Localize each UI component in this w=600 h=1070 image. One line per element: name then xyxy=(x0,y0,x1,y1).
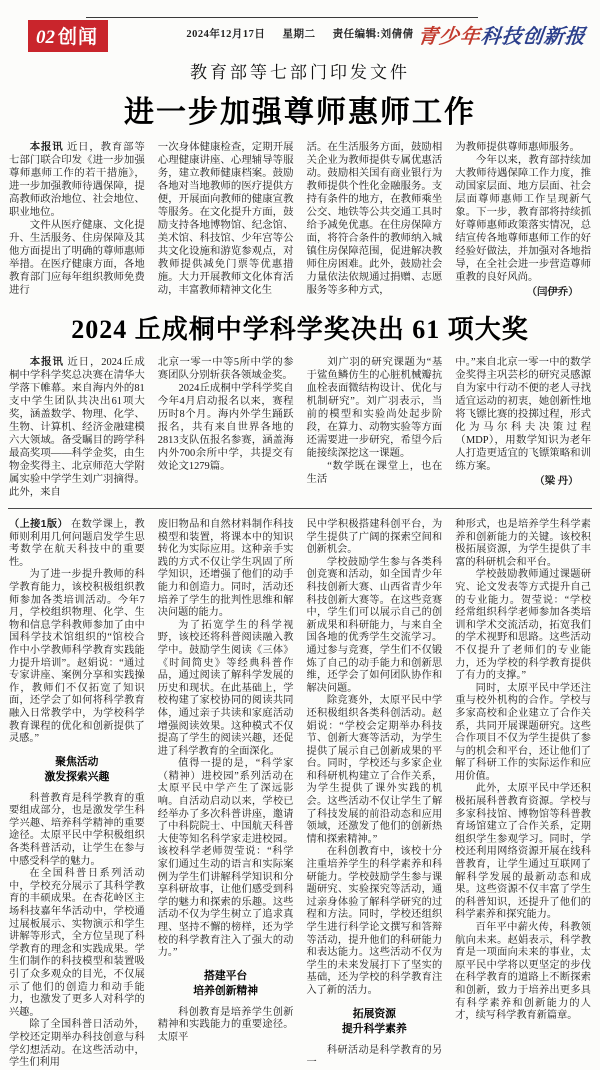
byline: （梁 丹） xyxy=(534,476,579,487)
paragraph: 民中学积极搭建科创平台，为学生提供了广阔的探索空间和创新机会。 xyxy=(306,519,443,556)
paragraph: 为了进一步提升教师的科学教育能力，该校积极组织教师参加各类培训活动。今年7月，学校组织物理、化学、生物和信息学科教师参加了由中国科学技术馆组织的“馆校合作中小学教师科学教育实践能力提升培训”。赵娟说：“通过专家讲座、案例分享和实践操作，教师们不仅拓宽了知识面，还学会了如何将科学教育融入日常教学中，为学校科学教育课程的优化和创新提供了灵感。” xyxy=(9,569,145,745)
text-column xyxy=(455,141,591,299)
article-title: 2024 丘成桐中学科学奖决出 61 项大奖 xyxy=(71,315,529,344)
column-subheading: 拓展资源 提升科学素养 xyxy=(341,1007,407,1035)
text-column xyxy=(158,356,294,473)
paragraph: 为教师提供尊师惠师服务。 xyxy=(455,142,580,153)
text-column xyxy=(9,356,145,499)
article-kicker: 教育部等七部门印发文件 xyxy=(190,63,410,82)
paragraph: 百年平中薪火传，科教领航向未来。赵娟表示，科学教育是一项面向未来的事业，太原平民中学将以更坚定的步伐在科学教育的道路上不断探索和创新，致力于培养出更多具有科学素养和创新能力的人才，续写科学教育新篇章。 xyxy=(455,922,591,1022)
paragraph: 文件从医疗健康、文化提升、生活服务、住房保障及其他方面提出了明确的尊师惠师举措。在医疗健康方面，各地教育部门应每年组织教师免费进行 xyxy=(9,220,145,296)
date-text: 2024年12月17日 xyxy=(186,29,266,40)
paragraph: 同时，太原平民中学还注重与校外机构的合作。学校与多家高校和企业建立了合作关系，共同开展课题研究。这些合作项目不仅为学生提供了参与的机会和平台，还让他们了解了科研工作的实际运作和应用价值。 xyxy=(455,682,591,782)
weekday-text: 星期二 xyxy=(282,29,316,40)
paragraph: 科普教育是科学教育的重要组成部分，也是激发学生科学兴趣、培养科学精神的重要途径。太原平民中学积极组织各类科普活动，让学生在参与中感受科学的魅力。 xyxy=(9,792,145,867)
paragraph: 本报讯 近日，教育部等七部门联合印发《进一步加强尊师惠师工作的若干措施》，进一步加强教师待遇保障，提高教师政治地位、社会地位、职业地位。 xyxy=(9,142,145,218)
text-column xyxy=(307,141,443,297)
header-rule xyxy=(86,17,478,18)
paragraph: 为了拓宽学生的科学视野，该校还将科普阅读融入教学中。鼓励学生阅读《三体》《时间简史》等经典科普作品，通过阅读了解科学发展的历史和现状。在此基础上，学校构建了家校协同的阅读共同体，通过亲子共读和家庭活动增强阅读效果。这种模式不仅提高了学生的阅读兴趣，还促进了科学教育的全面深化。 xyxy=(157,619,294,757)
text-column xyxy=(455,519,591,1023)
text-column xyxy=(158,141,294,297)
paragraph: 科创教育是培养学生创新精神和实践能力的重要途径。太原平 xyxy=(157,1006,294,1043)
article-title: 进一步加强尊师惠师工作 xyxy=(124,96,476,129)
paragraph: 一次身体健康检查，定期开展心理健康讲座、心理辅导等服务，建立教师健康档案。鼓励各地对当地教师的医疗提供方便，开展面向教师的健康宣教等服务。在文化提升方面，鼓励支持各地博物馆、纪念馆、美术馆、科技馆、少年宫等公共文化设施和游览参观点，对教师提供减免门票等优惠措施。大力开展教师文化体育活动，丰富教师精神文化生 xyxy=(157,142,294,296)
paragraph: 科研活动是科学教育的另一 xyxy=(306,1044,443,1069)
masthead-part-blue: 科技创新报 xyxy=(479,26,587,48)
paragraph: 此外，太原平民中学还积极拓展科普教育资源。学校与多家科技馆、博物馆等科普教育场馆建立了合作关系，定期组织学生参观学习。同时，学校还利用网络资源开展在线科普教育，让学生通过互联网了解科学发展的最新动态和成果。这些资源不仅丰富了学生的科普知识，还提升了他们的科学素养和探究能力。 xyxy=(455,783,591,921)
column-subheading: 聚焦活动 激发探索兴趣 xyxy=(44,755,110,783)
text-column xyxy=(158,519,294,1045)
text-column xyxy=(307,356,443,486)
paragraph: 学校鼓励学生参与各类科创竞赛和活动，如全国青少年科技创新大赛、山西省青少年科技创新大赛等。在这些竞赛中，学生们可以展示自己的创新成果和科研能力，与来自全国各地的优秀学生交流学习。通过参与竞赛，学生们不仅锻炼了自己的动手能力和创新思维，还学会了如何团队协作和解决问题。 xyxy=(306,556,443,694)
section-divider xyxy=(8,508,592,509)
paragraph: （上接1版） 在数学课上，教师则利用几何问题启发学生思考数学在航天科技中的重要性。 xyxy=(9,519,145,568)
text-column xyxy=(455,356,591,488)
text-column xyxy=(307,519,443,1070)
paragraph: 中。”来自北京一零一中的数学金奖得主巩芸杉的研究灵感源自为家中行动不便的老人寻找适宜运动的初衷，她创新性地将飞镖比赛的投掷过程，形式化为马尔科夫决策过程（MDP），用数学知识为老年人打造更适宜的飞镖策略和训练方案。 xyxy=(455,357,591,472)
paragraph: 在科创教育中，该校十分注重培养学生的科学素养和科研能力。学校鼓励学生参与课题研究、实验探究等活动，通过亲身体验了解科学研究的过程和方法。同时，学校还组织学生进行科学论文撰写和答辩等活动，提升他们的科研能力和表达能力。这些活动不仅为学生的未来发展打下了坚实的基础，还为学校的科学教育注入了新的活力。 xyxy=(306,846,443,996)
paragraph: 在全国科普日系列活动中，学校充分展示了其科学教育的丰硕成果。在杏花岭区主场科技嘉年华活动中，学校通过展板展示、实物演示和学生讲解等形式，全方位呈现了科学教育的理念和实践成果。学生们制作的科技模型和装置吸引了众多观众的目光，不仅展示了他们的创造力和动手能力，也激发了更多人对科学的兴趣。 xyxy=(9,868,145,1018)
paragraph: 刘广羽的研究课题为“基于鲨鱼鳞仿生的心脏机械瓣抗血栓表面微结构设计、优化与机制研究”。刘广羽表示，当前的模型和实验尚处起步阶段，在算力、动物实验等方面还需要进一步研究，希望今后能接续深挖这一课题。 xyxy=(306,357,443,459)
paragraph: 本报讯 近日，2024丘成桐中学科学奖总决赛在清华大学落下帷幕。来自海内外的81支中学生团队共决出61项大奖，涵盖数学、物理、化学、生物、计算机、经济金融建模六大领域。备受瞩目的跨学科最高奖项——科学金奖，由生物金奖得主、北京师范大学附属实验中学学生刘广羽摘得。此外，来自 xyxy=(9,357,145,498)
article-body xyxy=(0,141,600,299)
article-continuation xyxy=(0,519,600,1070)
paragraph: 除了全国科普日活动外，学校还定期举办科技创意与科学幻想活动。在这些活动中，学生们利用 xyxy=(9,1019,145,1069)
article-body xyxy=(0,356,600,499)
byline: （闫伊乔） xyxy=(526,287,579,298)
paragraph: 2024丘成桐中学科学奖自今年4月启动报名以来，赛程历时8个月。海内外学生踊跃报名，共有来自世界各地的2813支队伍报名参赛，涵盖海内外700余所中学，共提交有效论文1279篇。 xyxy=(157,383,294,472)
paragraph: 活。在生活服务方面，鼓励相关企业为教师提供专属优惠活动。鼓励相关国有商业银行为教师提供个性化金融服务。支持有条件的地方，在教师乘坐公交、地铁等公共交通工具时给予减免优惠。在住房保障方面，将符合条件的教师纳入城镇住房保障范围，促进解决教师住房困难。此外，鼓励社会力量依法依规通过捐赠、志愿服务等多种方式， xyxy=(306,142,443,296)
paragraph: “数学既在课堂上，也在生活 xyxy=(306,461,443,485)
text-column xyxy=(9,519,145,1070)
paragraph-lead: （上接1版） xyxy=(9,519,69,530)
section-name: 创闻 xyxy=(58,27,99,48)
paragraph: 除竞赛外，太原平民中学还积极组织各类科创活动。赵娟说：“学校会定期举办科技节、创新大赛等活动，为学生提供了展示自己创新成果的平台。同时，学校还与多家企业和科研机构建立了合作关系，为学生提供了课外实践的机会。这些活动不仅让学生了解了科技发展的前沿动态和应用领域，还激发了他们的创新热情和探索精神。” xyxy=(306,695,443,845)
article-yau-science-award xyxy=(0,309,600,499)
editor-credit: 责任编辑:刘倩倩 xyxy=(332,29,414,40)
article-respect-teachers xyxy=(0,58,600,299)
paragraph-lead: 本报讯 xyxy=(29,142,64,153)
paragraph: 种形式，也是培养学生科学素养和创新能力的关键。该校积极拓展资源，为学生提供了丰富的科研机会和平台。 xyxy=(455,519,591,568)
page-number: 02 xyxy=(36,27,55,48)
paragraph: 值得一提的是，“科学家（精神）进校园”系列活动在太原平民中学产生了深远影响。自活动启动以来，学校已经举办了多次科普讲座，邀请了中科院院士、中国航天科普大使等知名科学家走进校园。该校科学老师贺莹说：“科学家们通过生动的语言和实际案例为学生们讲解科学知识和分享科研故事，让他们感受到科学的魅力和探索的乐趣。这些活动不仅为学生树立了追求真理、坚持不懈的榜样，还为学校的科学教育注入了强大的动力。” xyxy=(157,758,294,959)
paragraph: 学校鼓励教师通过课题研究、论文发表等方式提升自己的专业能力。贺莹说：“学校经常组织科学老师参加各类培训和学术交流活动，拓宽我们的学术视野和思路。这些活动不仅提升了老师们的专业能力，还为学校的科学教育提供了有力的支撑。” xyxy=(455,569,591,682)
masthead-logo xyxy=(416,20,587,49)
masthead-part-red: 青少年 xyxy=(416,26,482,48)
paragraph: 北京一零一中等5所中学的参赛团队分别斩获各领域金奖。 xyxy=(157,357,294,381)
page-header xyxy=(0,0,600,54)
paragraph: 今年以来，教育部持续加大教师待遇保障工作力度，推动国家层面、地方层面、社会层面尊师惠师工作呈现新气象。下一步，教育部将持续抓好尊师惠师政策落实情况，总结宣传各地尊师惠师工作的好经验好做法，并加强对各地指导，在全社会进一步营造尊师重教的良好风尚。 xyxy=(455,155,591,283)
column-subheading: 搭建平台 培养创新精神 xyxy=(193,969,259,997)
paragraph-lead: 本报讯 xyxy=(29,357,64,368)
text-column xyxy=(9,141,145,297)
paragraph: 废旧物品和自然材料制作科技模型和装置，将课本中的知识转化为实际应用。这种亲手实践的方式不仅让学生巩固了所学知识，还增强了他们的动手能力和创造力。同时，活动还培养了学生的批判性思维和解决问题的能力。 xyxy=(157,519,294,619)
article-body xyxy=(0,519,600,1070)
